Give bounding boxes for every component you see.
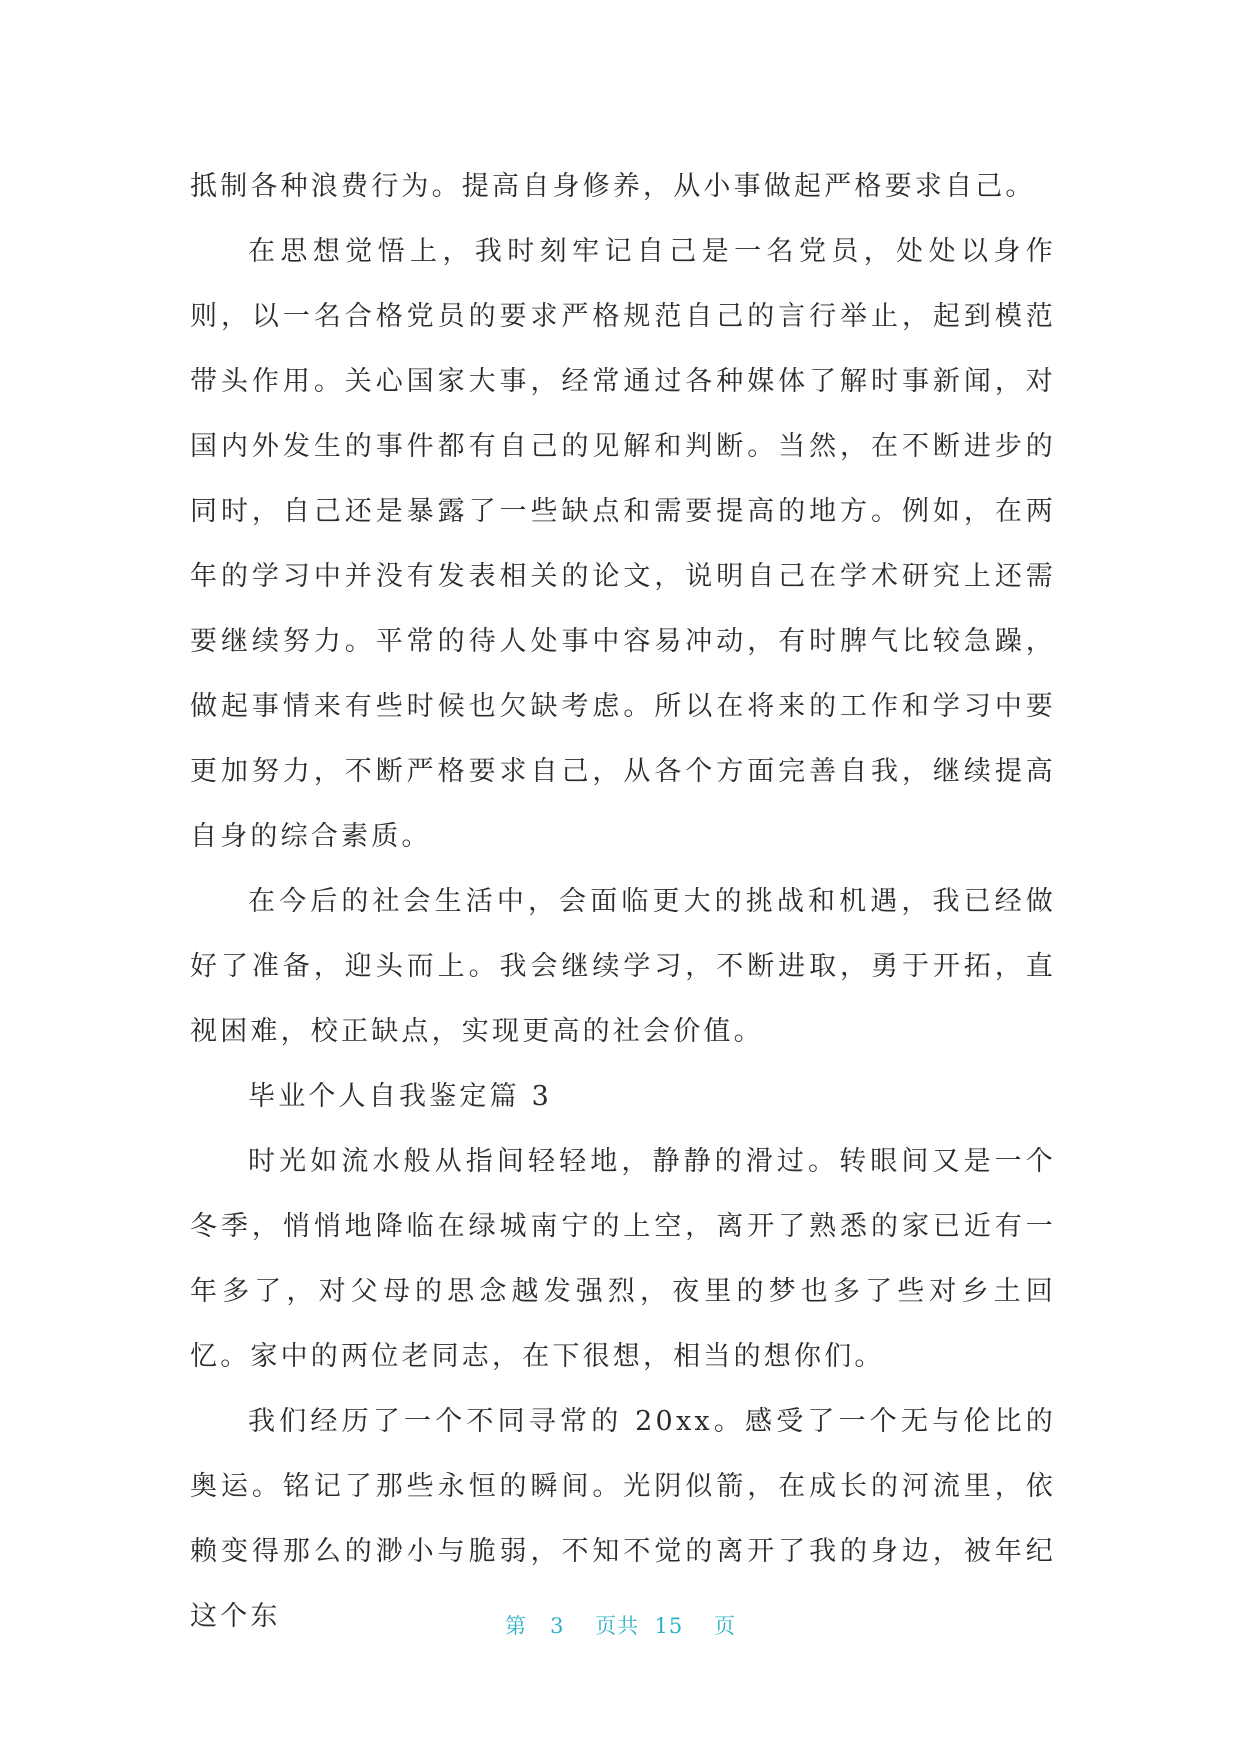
paragraph-5: 我们经历了一个不同寻常的 20xx。感受了一个无与伦比的奥运。铭记了那些永恒的瞬间。光阴似箭，在成长的河流里，依赖变得那么的渺小与脆弱，不知不觉的离开了我的身边，被年纪这个东 — [190, 1406, 1056, 1632]
footer-suffix: 页 — [713, 1614, 736, 1638]
paragraph-1: 抵制各种浪费行为。提高自身修养，从小事做起严格要求自己。 — [190, 171, 1036, 202]
footer-prefix: 第 — [505, 1614, 528, 1638]
paragraph-3: 在今后的社会生活中，会面临更大的挑战和机遇，我已经做好了准备，迎头而上。我会继续学习，不断进取，勇于开拓，直视困难，校正缺点，实现更高的社会价值。 — [190, 886, 1056, 1047]
page-footer — [0, 1610, 1241, 1640]
footer-middle: 页共 — [595, 1614, 640, 1638]
section-heading: 毕业个人自我鉴定篇 3 — [248, 1081, 552, 1112]
footer-current-page: 3 — [550, 1614, 565, 1638]
document-body — [190, 154, 1056, 1649]
paragraph-4: 时光如流水般从指间轻轻地，静静的滑过。转眼间又是一个冬季，悄悄地降临在绿城南宁的上空，离开了熟悉的家已近有一年多了，对父母的思念越发强烈，夜里的梦也多了些对乡土回忆。家中的两位老同志，在下很想，相当的想你们。 — [190, 1146, 1056, 1372]
footer-total-pages: 15 — [654, 1614, 684, 1638]
paragraph-2: 在思想觉悟上，我时刻牢记自己是一名党员，处处以身作则，以一名合格党员的要求严格规范自己的言行举止，起到模范带头作用。关心国家大事，经常通过各种媒体了解时事新闻，对国内外发生的事件都有自己的见解和判断。当然，在不断进步的同时，自己还是暴露了一些缺点和需要提高的地方。例如，在两年的学习中并没有发表相关的论文，说明自己在学术研究上还需要继续努力。平常的待人处事中容易冲动，有时脾气比较急躁，做起事情来有些时候也欠缺考虑。所以在将来的工作和学习中要更加努力，不断严格要求自己，从各个方面完善自我，继续提高自身的综合素质。 — [190, 236, 1056, 852]
